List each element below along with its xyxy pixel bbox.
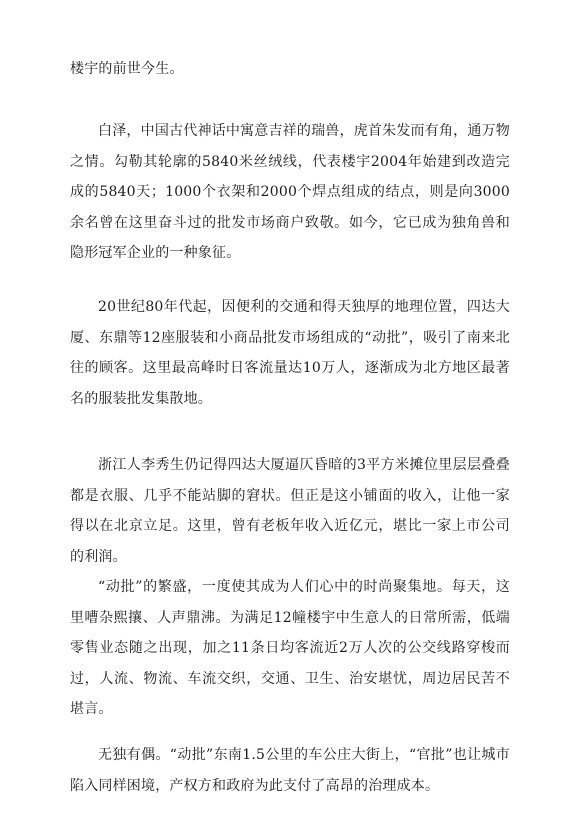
- paragraph-3: 20世纪80年代起，因便利的交通和得天独厚的地理位置，四达大厦、东鼎等12座服装和小商品批发市场组成的“动批”，吸引了南来北往的顾客。这里最高峰时日客流量达10万人，逐渐成为北方地区最著名的服装批发集散地。: [70, 299, 510, 407]
- paragraph-2: 白泽，中国古代神话中寓意吉祥的瑞兽，虎首朱发而有角，通万物之情。勾勒其轮廓的5840米丝绒线，代表楼宇2004年始建到改造完成的5840天；1000个衣架和2000个焊点组成的结点，则是向3000余名曾在这里奋斗过的批发市场商户致敬。如今，它已成为独角兽和隐形冠军企业的一种象征。: [70, 123, 510, 261]
- paragraph-5: “动批”的繁盛，一度使其成为人们心中的时尚聚集地。每天，这里嘈杂熙攘、人声鼎沸。为满足12幢楼宇中生意人的日常所需，低端零售业态随之出现，加之11条日均客流近2万人次的公交线路穿梭而过，人流、物流、车流交织，交通、卫生、治安堪忧，周边居民苦不堪言。: [70, 579, 510, 717]
- paragraph-1: 楼宇的前世今生。: [70, 61, 184, 77]
- paragraph-4: 浙江人李秀生仍记得四达大厦逼仄昏暗的3平方米摊位里层层叠叠都是衣服、几乎不能站脚的窘状。但正是这小铺面的收入，让他一家得以在北京立足。这里，曾有老板年收入近亿元，堪比一家上市公司的利润。: [70, 457, 510, 565]
- paragraph-6: 无独有偶。“动批”东南1.5公里的车公庄大街上，“官批”也让城市陷入同样困境，产权方和政府为此支付了高昂的治理成本。: [70, 747, 510, 794]
